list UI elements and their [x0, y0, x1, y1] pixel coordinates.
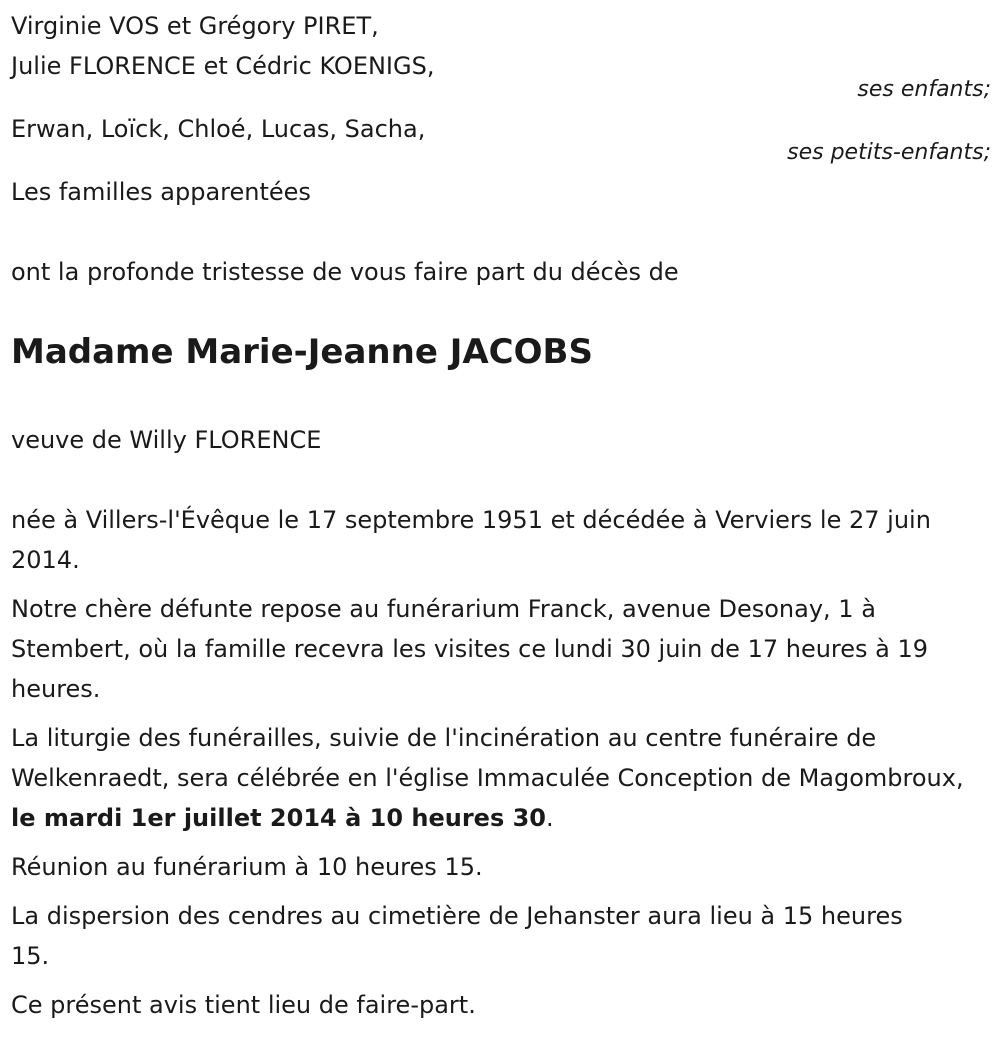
children-label: ses enfants;: [857, 77, 991, 102]
announcement-line: ont la profonde tristesse de vous faire part du décès de: [11, 258, 679, 286]
birth-death-paragraph: née à Villers-l'Évêque le 17 septembre 1951 et décédée à Verviers le 27 juin 2014.: [11, 506, 931, 574]
meeting-paragraph: Réunion au funérarium à 10 heures 15.: [11, 853, 483, 881]
grandchildren-label: ses petits-enfants;: [787, 140, 991, 165]
liturgy-paragraph: [11, 718, 986, 838]
relatives-line: Les familles apparentées: [11, 178, 311, 206]
deceased-name: Madame Marie-Jeanne JACOBS: [11, 332, 593, 372]
closing-paragraph: Ce présent avis tient lieu de faire-part.: [11, 991, 476, 1019]
children-line-2: Julie FLORENCE et Cédric KOENIGS,: [11, 52, 435, 80]
children-line-1: Virginie VOS et Grégory PIRET,: [11, 12, 379, 40]
liturgy-end: .: [545, 804, 554, 832]
grandchildren-line: Erwan, Loïck, Chloé, Lucas, Sacha,: [11, 115, 426, 143]
dispersion-paragraph: La dispersion des cendres au cimetière de Jehanster aura lieu à 15 heures 15.: [11, 902, 903, 970]
liturgy-text: La liturgie des funérailles, suivie de l'incinération au centre funéraire de Welkenraedt, sera célébrée en l'église Immaculée Conception de Magombroux,: [11, 724, 964, 792]
visitation-paragraph: Notre chère défunte repose au funérarium Franck, avenue Desonay, 1 à Stembert, où la famille recevra les visites ce lundi 30 juin de 17 heures à 19 heures.: [11, 595, 929, 703]
liturgy-date: le mardi 1er juillet 2014 à 10 heures 30: [11, 804, 546, 832]
widow-of-line: veuve de Willy FLORENCE: [11, 426, 322, 454]
